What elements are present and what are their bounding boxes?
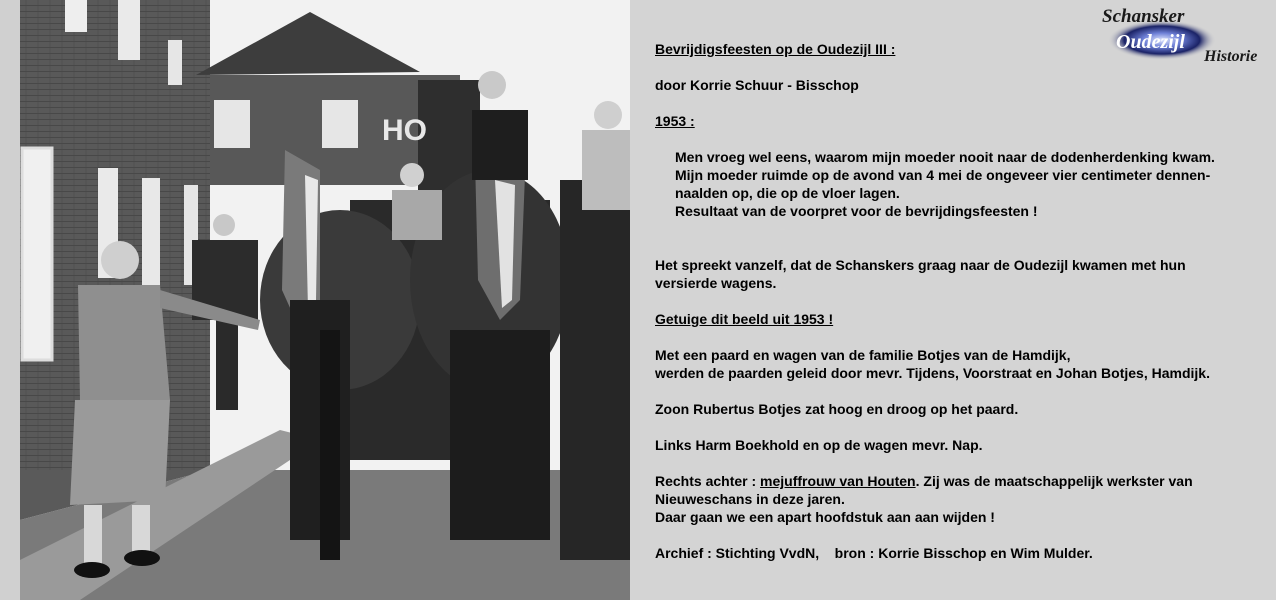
logo-line-oudezijl: Oudezijl bbox=[1116, 31, 1185, 53]
photo-sign: HO bbox=[382, 114, 427, 147]
paragraph-2-line-1: Met een paard en wagen van de familie Botjes van de Hamdijk, bbox=[655, 347, 1071, 363]
article-year: 1953 : bbox=[655, 113, 695, 129]
archive-source: Archief : Stichting VvdN, bron : Korrie Bisschop en Wim Mulder. bbox=[655, 545, 1093, 561]
article-author: door Korrie Schuur - Bisschop bbox=[655, 77, 859, 93]
paragraph-5-prefix: Rechts achter : bbox=[655, 473, 761, 489]
paragraph-5-suffix: . Zij was de maatschappelijk werkster van bbox=[915, 473, 1193, 489]
story-line-3: naalden op, die op de vloer lagen. bbox=[675, 185, 900, 201]
paragraph-3: Zoon Rubertus Botjes zat hoog en droog op het paard. bbox=[655, 401, 1019, 417]
paragraph-2-line-2: werden de paarden geleid door mevr. Tijdens, Voorstraat en Johan Botjes, Hamdijk. bbox=[655, 365, 1210, 381]
logo-line-schansker: Schansker bbox=[1102, 6, 1185, 27]
mejuffrouw-van-houten-link[interactable]: mejuffrouw van Houten bbox=[760, 473, 916, 489]
left-margin-strip bbox=[0, 0, 20, 600]
paragraph-5-line-3: Daar gaan we een apart hoofdstuk aan aan wijden ! bbox=[655, 509, 995, 525]
article-heading: Bevrijdigsfeesten op de Oudezijl III : bbox=[655, 41, 896, 57]
witness-heading: Getuige dit beeld uit 1953 ! bbox=[655, 311, 834, 327]
story-line-1: Men vroeg wel eens, waarom mijn moeder nooit naar de dodenherdenking kwam. bbox=[675, 149, 1215, 165]
photo-illustration bbox=[20, 0, 630, 600]
paragraph-5-line-1 bbox=[655, 472, 1255, 490]
paragraph-1-line-1: Het spreekt vanzelf, dat de Schanskers graag naar de Oudezijl kwamen met hun bbox=[655, 257, 1186, 273]
article-text bbox=[655, 40, 1258, 562]
story-line-2: Mijn moeder ruimde op de avond van 4 mei de ongeveer vier centimeter dennen- bbox=[675, 167, 1211, 183]
paragraph-1-line-2: versierde wagens. bbox=[655, 275, 777, 291]
historic-photo bbox=[20, 0, 630, 600]
paragraph-4: Links Harm Boekhold en op de wagen mevr. Nap. bbox=[655, 437, 983, 453]
paragraph-5-line-2: Nieuweschans in deze jaren. bbox=[655, 491, 845, 507]
story-line-4: Resultaat van de voorpret voor de bevrijdingsfeesten ! bbox=[675, 203, 1038, 219]
logo-line-historie: Historie bbox=[1204, 48, 1258, 65]
